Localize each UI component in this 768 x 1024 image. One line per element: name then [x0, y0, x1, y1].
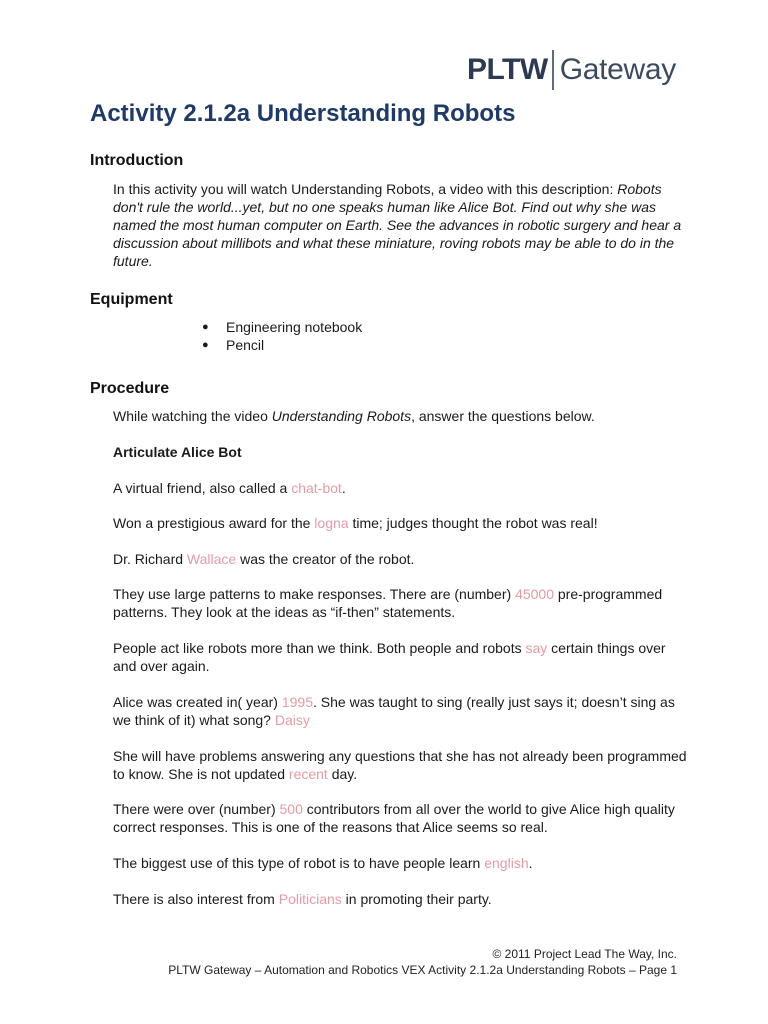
articulate-alice-subheading: Articulate Alice Bot — [113, 444, 242, 460]
question-1 — [113, 479, 688, 497]
answer: say — [525, 640, 548, 656]
introduction-lead: In this activity you will watch Understanding Robots, a video with this description: — [113, 181, 614, 197]
procedure-intro-text-end: , answer the questions below. — [411, 408, 595, 424]
question-3 — [113, 550, 688, 568]
question-text: Alice was created in( year) — [113, 694, 282, 710]
procedure-intro — [113, 407, 688, 425]
footer-course-line: PLTW Gateway – Automation and Robotics VEX Activity 2.1.2a Understanding Robots – Page 1 — [168, 963, 677, 977]
question-text: People act like robots more than we think. Both people and robots — [113, 640, 526, 656]
list-item: ● Pencil — [202, 336, 362, 354]
page-title: Activity 2.1.2a Understanding Robots — [90, 100, 516, 127]
procedure-heading: Procedure — [90, 380, 170, 397]
question-4 — [113, 585, 688, 621]
answer: 500 — [279, 801, 303, 817]
question-text: They use large patterns to make responses. There are (number) — [113, 586, 516, 602]
answer: english — [484, 855, 529, 871]
question-text: . — [341, 480, 346, 496]
question-10 — [113, 890, 688, 908]
answer: Politicians — [278, 891, 342, 907]
introduction-heading: Introduction — [90, 152, 184, 169]
pltw-gateway-logo — [467, 50, 676, 90]
logo-gateway: Gateway — [559, 53, 676, 86]
question-7 — [113, 747, 688, 783]
answer: logna — [314, 515, 349, 531]
question-text: time; judges thought the robot was real! — [348, 515, 598, 531]
page-footer — [168, 946, 677, 978]
question-text: . She was taught to sing (really just says it; doesn’t sing as we think of it) what song? — [113, 694, 675, 728]
answer: Wallace — [186, 551, 237, 567]
question-2 — [113, 514, 688, 532]
question-text: certain things over and over again. — [113, 640, 666, 674]
question-5 — [113, 639, 688, 675]
question-text: . — [528, 855, 533, 871]
question-text: pre-programmed patterns. They look at the ideas as “if-then” statements. — [113, 586, 663, 620]
question-text: Dr. Richard — [113, 551, 187, 567]
logo-divider — [552, 50, 554, 90]
question-text: contributors from all over the world to give Alice high quality correct responses. This is one of the reasons that Alice seems so real. — [113, 801, 675, 835]
question-text: There were over (number) — [113, 801, 280, 817]
footer-copyright: © 2011 Project Lead The Way, Inc. — [492, 947, 677, 961]
question-text: was the creator of the robot. — [236, 551, 415, 567]
list-item: ● Engineering notebook — [202, 318, 362, 336]
answer: 1995 — [281, 694, 313, 710]
answer: recent — [288, 766, 328, 782]
logo-pltw: PLTW — [466, 53, 548, 86]
question-9 — [113, 854, 688, 872]
question-text: A virtual friend, also called a — [113, 480, 292, 496]
question-text: day. — [327, 766, 358, 782]
question-text: in promoting their party. — [341, 891, 492, 907]
answer: 45000 — [515, 586, 554, 602]
equipment-list — [202, 318, 362, 354]
video-title: Understanding Robots — [271, 408, 412, 424]
video-description: Robots don't rule the world...yet, but no one speaks human like Alice Bot. Find out why she was named the most human computer on Earth. See the advances in robotic surgery and hear a discussion about millibots and what these miniature, roving robots may be able to do in the future. — [113, 181, 682, 269]
equipment-heading: Equipment — [90, 291, 173, 308]
question-text: The biggest use of this type of robot is to have people learn — [113, 855, 485, 871]
procedure-intro-text: While watching the video — [113, 408, 272, 424]
answer: chat-bot — [291, 480, 342, 496]
question-text: Won a prestigious award for the — [113, 515, 315, 531]
question-text: There is also interest from — [113, 891, 279, 907]
answer: Daisy — [274, 712, 310, 728]
question-6 — [113, 693, 688, 729]
introduction-text — [113, 180, 688, 270]
question-8 — [113, 800, 688, 836]
question-text: She will have problems answering any questions that she has not already been programmed to know. She is not updated — [113, 748, 687, 782]
